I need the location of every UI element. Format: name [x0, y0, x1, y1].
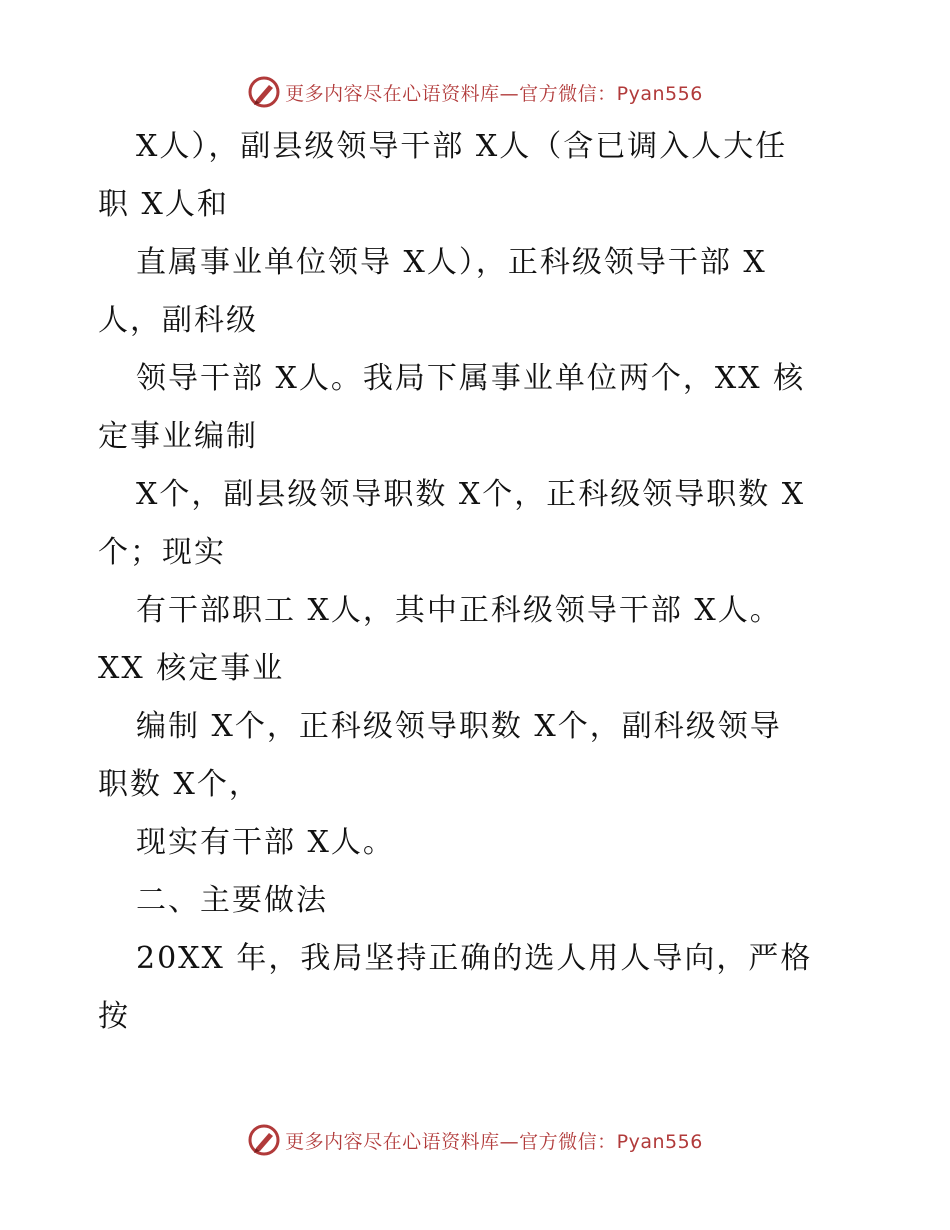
section-heading: 二、主要做法: [136, 883, 328, 918]
header-text: 更多内容尽在心语资料库—官方微信：Pyan556: [285, 82, 703, 105]
body-line: 领导干部 X人。我局下属事业单位两个，XX 核: [136, 361, 806, 396]
body-line: 直属事业单位领导 X人），正科级领导干部 X: [136, 245, 767, 280]
body-line: 定事业编制: [98, 419, 258, 454]
body-line: 个；现实: [98, 535, 226, 570]
footer-banner: [0, 1120, 950, 1160]
pen-logo-icon: [247, 1123, 281, 1157]
body-line: 职 X人和: [98, 187, 229, 222]
body-line: XX 核定事业: [98, 651, 285, 686]
body-line: 编制 X个，正科级领导职数 X个，副科级领导: [136, 709, 782, 744]
pen-logo-icon: [247, 75, 281, 109]
footer-text: 更多内容尽在心语资料库—官方微信：Pyan556: [285, 1130, 703, 1153]
header-banner: [0, 72, 950, 112]
body-line: 现实有干部 X人。: [136, 825, 395, 860]
document-body: [98, 118, 858, 1046]
body-line: 有干部职工 X人，其中正科级领导干部 X人。: [136, 593, 782, 628]
body-line: 职数 X个，: [98, 767, 261, 802]
body-line: X人），副县级领导干部 X人（含已调入人大任: [136, 129, 788, 164]
body-line: 人，副科级: [98, 303, 258, 338]
body-line: 20XX 年，我局坚持正确的选人用人导向，严格: [136, 941, 813, 976]
body-line: X个，副县级领导职数 X个，正科级领导职数 X: [136, 477, 806, 512]
body-line: 按: [98, 999, 130, 1034]
